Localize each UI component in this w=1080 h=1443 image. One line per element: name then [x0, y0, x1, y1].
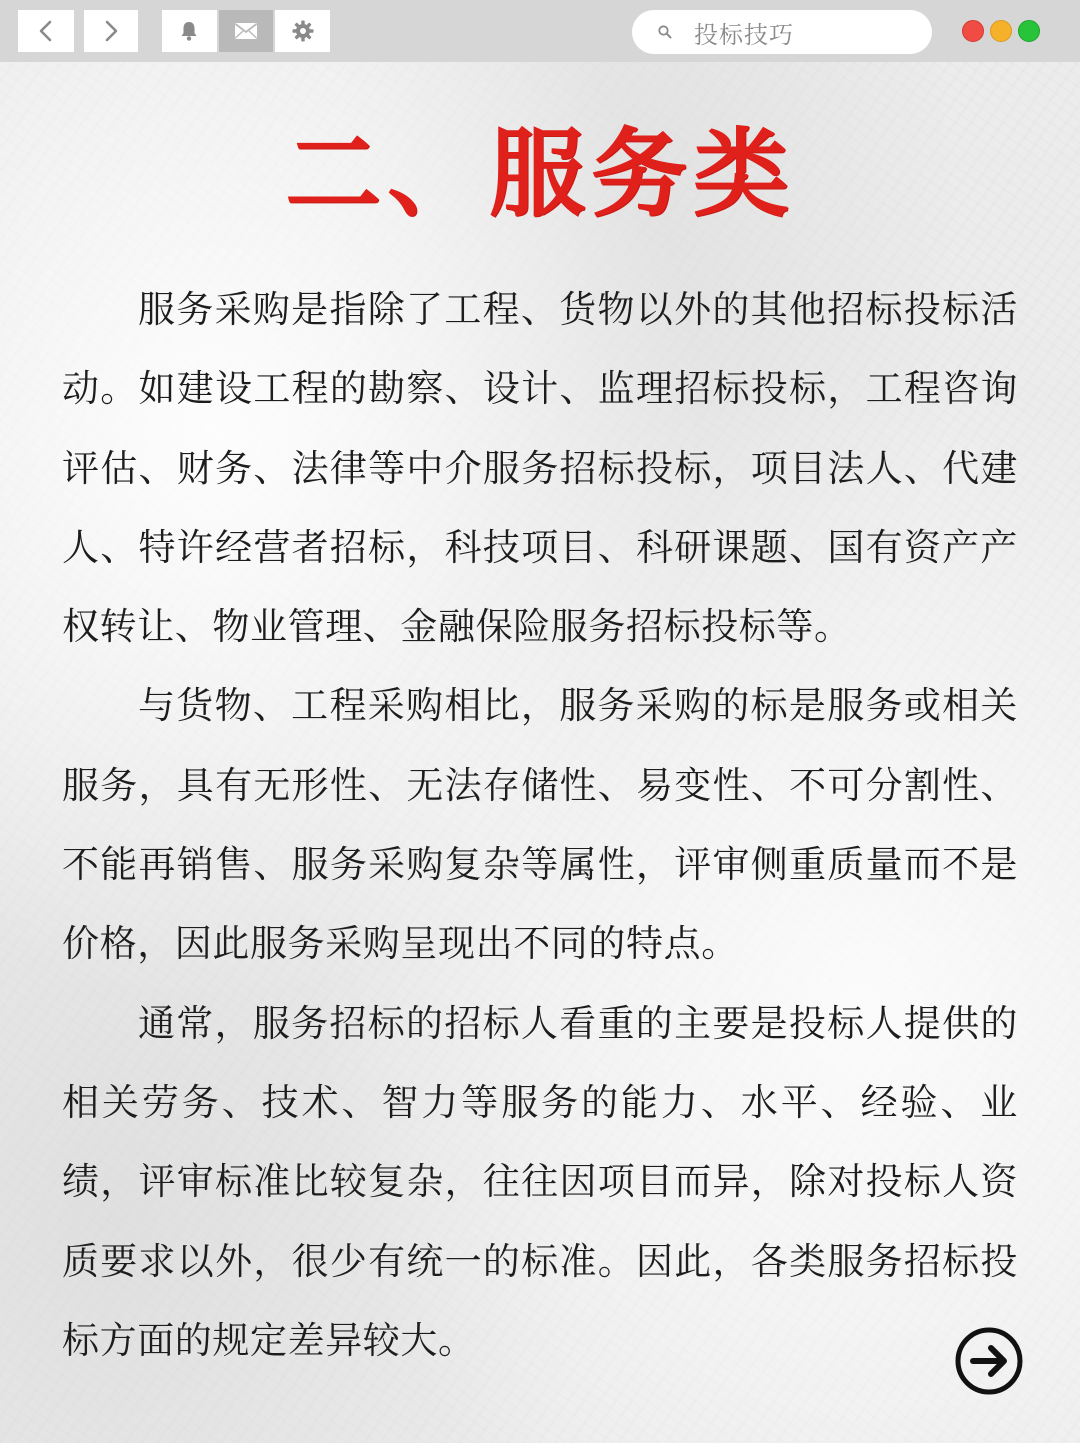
forward-button[interactable] — [84, 10, 138, 52]
toolbar-button-group — [162, 10, 330, 52]
article-body — [62, 270, 1018, 1380]
top-toolbar — [0, 0, 1080, 62]
next-page-button[interactable] — [954, 1326, 1024, 1396]
bell-icon — [179, 20, 199, 42]
mail-icon — [234, 22, 258, 40]
zoom-window-button[interactable] — [1018, 20, 1040, 42]
back-button[interactable] — [18, 10, 74, 52]
search-icon — [656, 23, 674, 41]
page-title: 二、服务类 — [285, 118, 795, 230]
mail-button[interactable] — [217, 10, 274, 52]
window-controls — [962, 20, 1040, 42]
chevron-left-icon — [36, 19, 56, 43]
paragraph-1: 服务采购是指除了工程、货物以外的其他招标投标活动。如建设工程的勘察、设计、监理招标投标，工程咨询评估、财务、法律等中介服务招标投标，项目法人、代建人、特许经营者招标，科技项目、科研课题、国有资产产权转让、物业管理、金融保险服务招标投标等。 — [62, 288, 1018, 649]
close-window-button[interactable] — [962, 20, 984, 42]
minimize-window-button[interactable] — [990, 20, 1012, 42]
gear-icon — [292, 20, 314, 42]
search-input[interactable]: 投标技巧 — [694, 20, 794, 49]
search-box[interactable] — [632, 10, 932, 54]
arrow-right-circle-icon — [954, 1326, 1024, 1396]
chevron-right-icon — [101, 19, 121, 43]
paragraph-2: 与货物、工程采购相比，服务采购的标是服务或相关服务，具有无形性、无法存储性、易变性、不可分割性、不能再销售、服务采购复杂等属性，评审侧重质量而不是价格，因此服务采购呈现出不同的特点。 — [62, 684, 1018, 966]
settings-button[interactable] — [273, 10, 330, 52]
paragraph-3: 通常，服务招标的招标人看重的主要是投标人提供的相关劳务、技术、智力等服务的能力、水平、经验、业绩，评审标准比较复杂，往往因项目而异，除对投标人资质要求以外，很少有统一的标准。因此，各类服务招标投标方面的规定差异较大。 — [62, 1001, 1018, 1362]
notifications-button[interactable] — [162, 10, 217, 52]
